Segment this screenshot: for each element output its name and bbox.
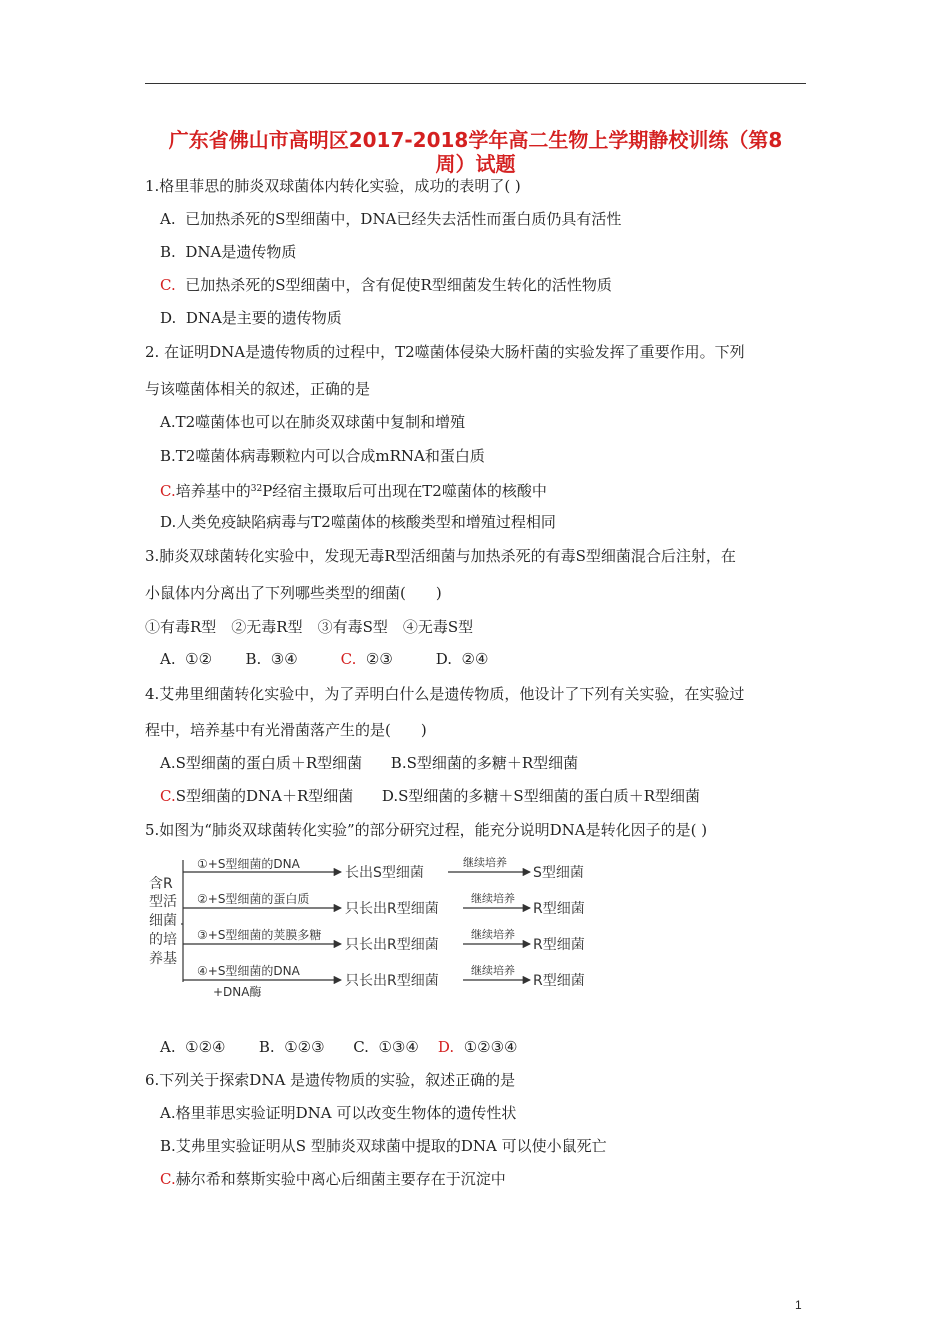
option-text: S型细菌的多糖＋S型细菌的蛋白质＋R型细菌: [398, 787, 701, 805]
option-text: ①②: [185, 650, 213, 668]
option-letter: B.: [160, 1137, 176, 1155]
branch-2-treatment: ②+S型细菌的蛋白质: [197, 892, 310, 906]
question-4-options-row1: [160, 753, 578, 773]
option-letter: D.: [381, 787, 399, 805]
option-text: S型细菌的多糖＋R型细菌: [406, 754, 579, 772]
branch-2-result: 只长出R型细菌: [345, 901, 439, 917]
option-text: 赫尔希和蔡斯实验中离心后细菌主要存在于沉淀中: [175, 1170, 506, 1188]
question-6-option-a: [160, 1103, 516, 1123]
option-letter: A.: [160, 1038, 176, 1056]
question-1-option-b: [160, 242, 296, 262]
option-text: T2噬菌体病毒颗粒内可以合成mRNA和蛋白质: [175, 447, 485, 465]
question-2-stem-line2: 与该噬菌体相关的叙述，正确的是: [145, 380, 371, 398]
question-2-option-c: [160, 479, 547, 501]
option-letter: B.: [160, 243, 176, 261]
option-text-pre: 培养基中的: [175, 482, 251, 500]
question-5-options: [160, 1037, 517, 1057]
option-text: ①②③: [284, 1038, 325, 1056]
option-letter: A.: [160, 650, 176, 668]
branch-1-final: S型细菌: [533, 865, 584, 881]
branch-2-final: R型细菌: [533, 901, 585, 917]
question-3-stem-line1: 3.肺炎双球菌转化实验中，发现无毒R型活细菌与加热杀死的有毒S型细菌混合后注射，在: [145, 547, 736, 565]
option-letter: B.: [258, 1038, 275, 1056]
option-letter: A.: [160, 210, 176, 228]
source-label-line: 型活: [149, 894, 177, 910]
question-4-stem-line2: 程中，培养基中有光滑菌落产生的是( ): [145, 721, 427, 739]
branch-3-treatment: ③+S型细菌的荚膜多糖: [197, 928, 322, 942]
question-3-options: [160, 649, 488, 669]
question-2-option-a: [160, 412, 465, 432]
option-text: ①③④: [378, 1038, 419, 1056]
option-letter-answer: C.: [160, 482, 176, 500]
option-text: S型细菌的蛋白质＋R型细菌: [175, 754, 363, 772]
option-letter-answer: D.: [437, 1038, 455, 1056]
option-text: S型细菌的DNA＋R型细菌: [175, 787, 354, 805]
question-6-stem: 6.下列关于探索DNA 是遗传物质的实验，叙述正确的是: [145, 1071, 516, 1089]
document-title-line2: 周）试题: [435, 152, 516, 176]
option-letter: C.: [353, 1038, 369, 1056]
document-title-line1: 广东省佛山市高明区2017-2018学年高二生物上学期静校训练（第8: [168, 128, 783, 152]
branch-4-treatment-line2: +DNA酶: [213, 985, 262, 999]
option-text: ①②④: [185, 1038, 226, 1056]
branch-3-final: R型细菌: [533, 937, 585, 953]
question-1-stem: 1.格里菲思的肺炎双球菌体内转化实验，成功的表明了( ): [145, 177, 521, 195]
question-3-stem-line2: 小鼠体内分离出了下列哪些类型的细菌( ): [145, 584, 442, 602]
continue-label: 继续培养: [471, 892, 515, 905]
option-letter-answer: C.: [160, 787, 176, 805]
question-5-stem: 5.如图为“肺炎双球菌转化实验”的部分研究过程，能充分说明DNA是转化因子的是( ): [145, 821, 708, 839]
branch-4-result: 只长出R型细菌: [345, 973, 439, 989]
option-letter: A.: [160, 413, 176, 431]
question-6-option-c: [160, 1169, 506, 1189]
transformation-experiment-diagram: [145, 848, 605, 1000]
option-letter: D.: [160, 309, 177, 327]
option-text: ①②③④: [463, 1038, 518, 1056]
option-text: 已加热杀死的S型细菌中，DNA已经失去活性而蛋白质仍具有活性: [180, 210, 622, 228]
question-6-option-b: [160, 1136, 607, 1156]
page-number: 1: [795, 1298, 802, 1312]
branch-1-result: 长出S型细菌: [345, 865, 424, 881]
option-letter: B.: [160, 447, 176, 465]
option-text: ③④: [270, 650, 298, 668]
question-2-option-b: [160, 446, 485, 466]
option-text: ②③: [365, 650, 393, 668]
option-text: DNA是主要的遗传物质: [181, 309, 342, 327]
option-letter-answer: C.: [340, 650, 357, 668]
question-2-option-d: [160, 512, 556, 532]
continue-label: 继续培养: [471, 964, 515, 977]
branch-4-treatment: ④+S型细菌的DNA: [197, 964, 300, 978]
option-letter: B.: [245, 650, 262, 668]
question-1-option-a: [160, 209, 621, 229]
source-label-line: 细菌: [149, 913, 177, 929]
question-1-option-c: [160, 275, 612, 295]
question-4-stem-line1: 4.艾弗里细菌转化实验中，为了弄明白什么是遗传物质，他设计了下列有关实验，在实验过: [145, 685, 745, 703]
option-text: 艾弗里实验证明从S 型肺炎双球菌中提取的DNA 可以使小鼠死亡: [175, 1137, 607, 1155]
question-4-options-row2: [160, 786, 700, 806]
source-label-line: 的培: [149, 932, 177, 948]
option-letter: B.: [390, 754, 407, 772]
option-letter-answer: C.: [160, 1170, 176, 1188]
source-label-line: 养基: [149, 951, 177, 967]
option-text: 已加热杀死的S型细菌中，含有促使R型细菌发生转化的活性物质: [180, 276, 612, 294]
option-text: T2噬菌体也可以在肺炎双球菌中复制和增殖: [175, 413, 466, 431]
continue-label: 继续培养: [471, 928, 515, 941]
option-letter-answer: C.: [160, 276, 176, 294]
option-letter: A.: [160, 1104, 176, 1122]
branch-3-result: 只长出R型细菌: [345, 937, 439, 953]
question-2-stem-line1: 2. 在证明DNA是遗传物质的过程中，T2噬菌体侵染大肠杆菌的实验发挥了重要作用。下列: [145, 343, 745, 361]
option-letter: A.: [160, 754, 176, 772]
branch-1-treatment: ①+S型细菌的DNA: [197, 857, 300, 871]
option-text-post: P经宿主摄取后可出现在T2噬菌体的核酸中: [262, 482, 547, 500]
superscript: 32: [250, 484, 263, 494]
option-letter: D.: [160, 513, 177, 531]
option-text: DNA是遗传物质: [180, 243, 297, 261]
header-rule: [145, 83, 806, 84]
option-text: 人类免疫缺陷病毒与T2噬菌体的核酸类型和增殖过程相同: [176, 513, 556, 531]
source-label-line: 含R: [149, 876, 173, 892]
question-1-option-d: [160, 308, 342, 328]
option-text: 格里菲思实验证明DNA 可以改变生物体的遗传性状: [175, 1104, 517, 1122]
option-text: ②④: [461, 650, 489, 668]
option-letter: D.: [435, 650, 452, 668]
branch-4-final: R型细菌: [533, 973, 585, 989]
question-3-items: ①有毒R型 ②无毒R型 ③有毒S型 ④无毒S型: [145, 618, 474, 636]
continue-label: 继续培养: [463, 856, 507, 869]
